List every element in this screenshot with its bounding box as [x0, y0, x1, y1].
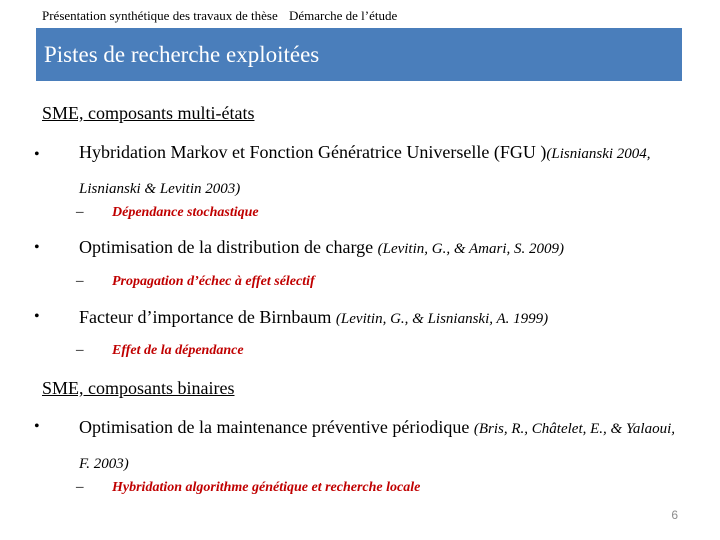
dash-icon: – — [76, 273, 84, 289]
subitem-stochastic-dependence: Dépendance stochastique — [112, 205, 259, 220]
breadcrumb-study: Démarche de l’étude — [289, 8, 398, 23]
list-item-maintenance — [79, 411, 689, 481]
subitem-dependence-effect: Effet de la dépendance — [112, 343, 244, 358]
dash-icon: – — [76, 342, 84, 358]
section-heading-multistate: SME, composants multi-états — [42, 103, 255, 123]
breadcrumb — [42, 8, 397, 24]
dash-icon: – — [76, 204, 84, 220]
breadcrumb-thesis: Présentation synthétique des travaux de thèse — [42, 8, 278, 23]
bullet-icon: • — [34, 418, 40, 435]
subitem-selective-failure: Propagation d’échec à effet sélectif — [112, 274, 315, 289]
item-text: Optimisation de la maintenance préventive périodique — [79, 417, 474, 437]
bullet-icon: • — [34, 308, 40, 325]
item-text: Hybridation Markov et Fonction Génératrice Universelle (FGU ) — [79, 142, 547, 162]
item-reference: (Lisnianski 2004, Lisnianski & Levitin 2003) — [79, 146, 651, 197]
bullet-icon: • — [34, 146, 40, 163]
item-text: Optimisation de la distribution de charge — [79, 237, 378, 257]
page-number: 6 — [671, 508, 678, 522]
item-reference: (Levitin, G., & Lisnianski, A. 1999) — [335, 311, 549, 327]
item-reference: (Bris, R., Châtelet, E., & Yalaoui, F. 2003) — [79, 421, 675, 472]
item-text: Facteur d’importance de Birnbaum — [79, 307, 336, 327]
dash-icon: – — [76, 479, 84, 495]
subitem-genetic-algorithm: Hybridation algorithme génétique et recherche locale — [112, 480, 421, 495]
list-item-load-distribution — [79, 231, 689, 266]
section-heading-binary: SME, composants binaires — [42, 378, 235, 398]
list-item-markov-fgu — [79, 136, 689, 206]
bullet-icon: • — [34, 239, 40, 256]
slide-title-bar — [36, 28, 682, 81]
slide-title: Pistes de recherche exploitées — [44, 41, 320, 67]
item-reference: (Levitin, G., & Amari, S. 2009) — [377, 241, 564, 257]
list-item-birnbaum — [79, 301, 689, 336]
